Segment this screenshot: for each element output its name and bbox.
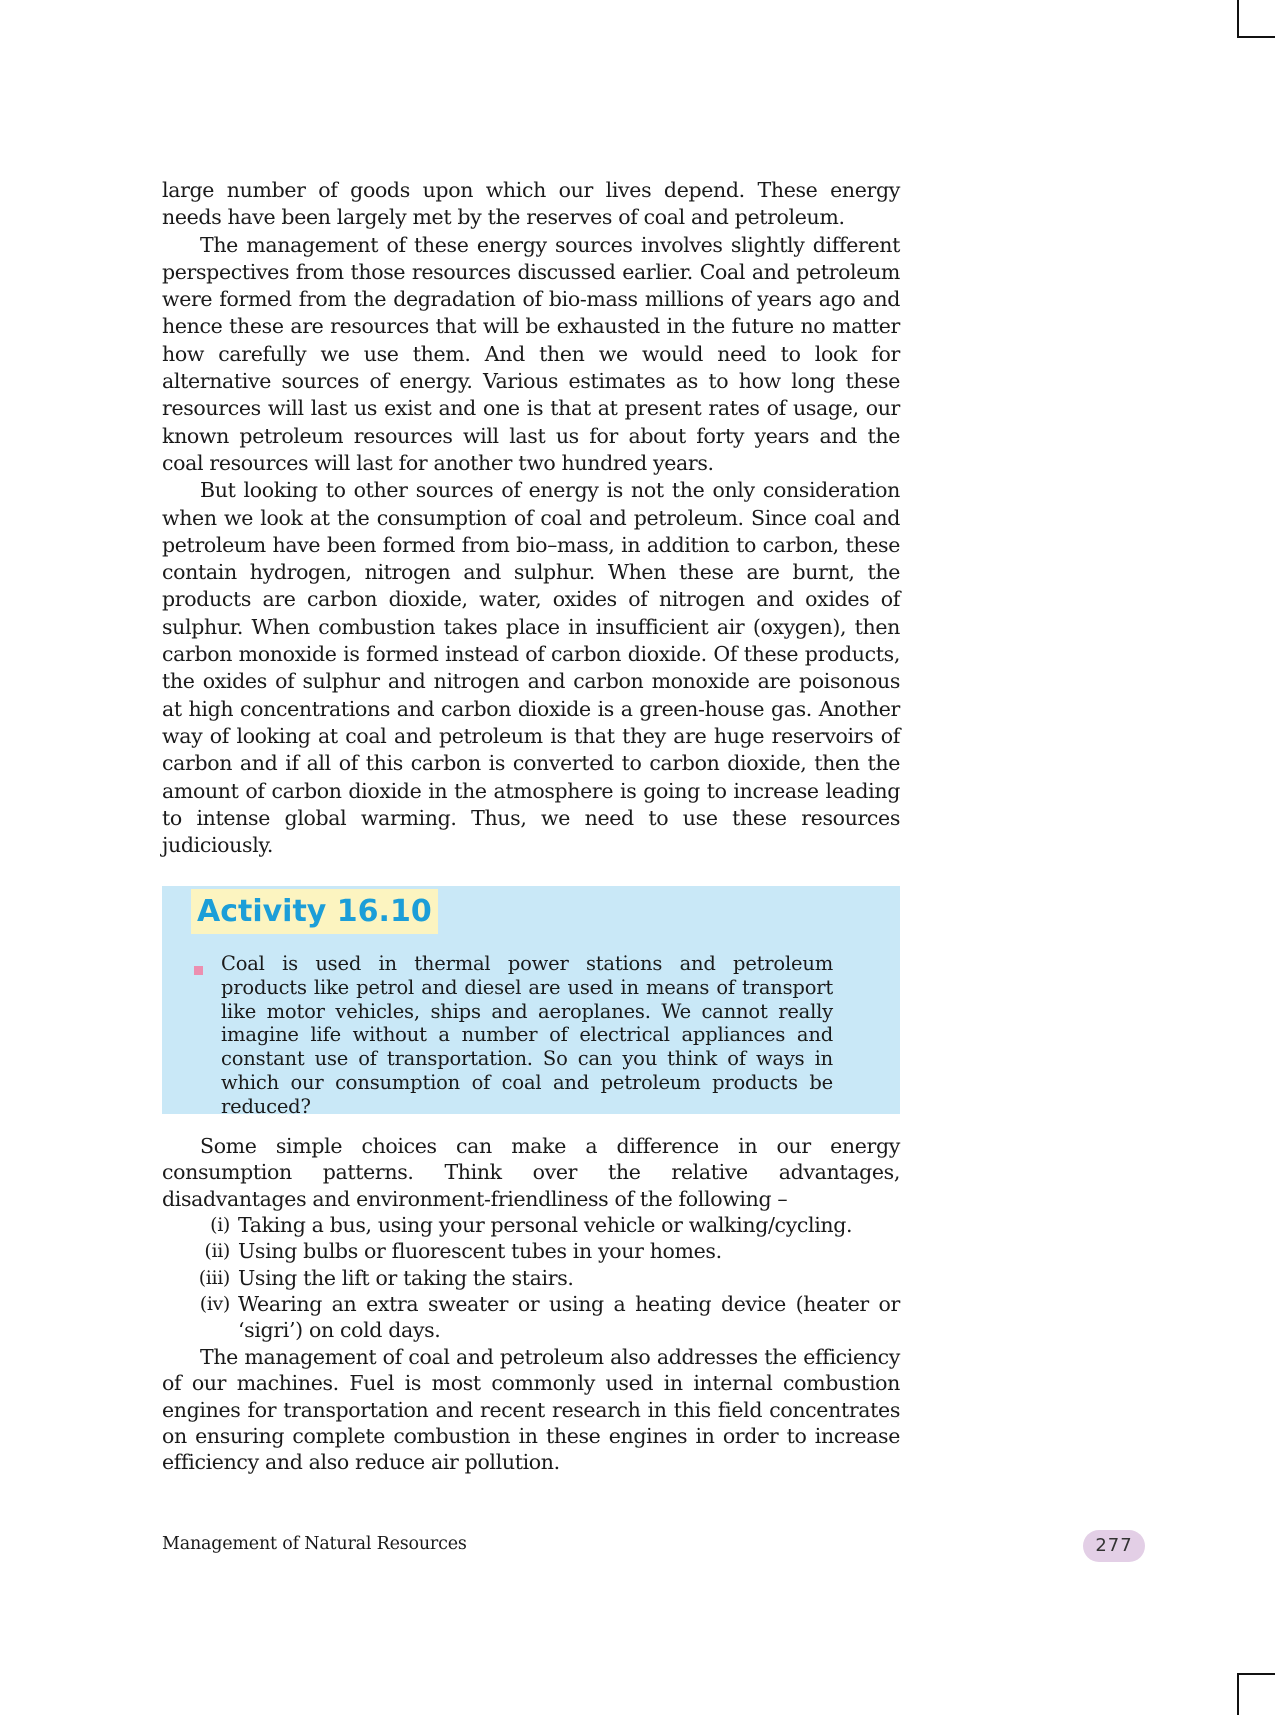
list-item: [190, 1265, 900, 1291]
page-number-badge: 277: [1083, 1530, 1145, 1562]
list-item-number: (i): [210, 1214, 230, 1236]
activity-title: Activity 16.10: [191, 889, 438, 934]
paragraph-energy-needs: large number of goods upon which our lives depend. These energy needs have been largely met by the reserves of coal and petroleum.: [162, 178, 900, 230]
paragraph-energy-management: The management of these energy sources involves slightly different perspectives from those resources discussed earlier. Coal and petroleum were formed from the degradation of bio-mass millions of years ago and hence these are resources that will be exhausted in the future no matter how carefully we use them. And then we would need to look for alternative sources of energy. Various estimates as to how long these resources will last us exist and one is that at present rates of usage, our known petroleum resources will last us for about forty years and the coal resources will last for another two hundred years.: [162, 232, 900, 475]
bullet-square-icon: [194, 966, 203, 975]
main-text-choices: [162, 1133, 900, 1212]
list-item: [190, 1238, 900, 1264]
list-item: [190, 1212, 900, 1238]
list-item-number: (ii): [204, 1240, 230, 1263]
main-text-top: [162, 177, 900, 859]
list-item-text: Taking a bus, using your personal vehicle or walking/cycling.: [238, 1213, 853, 1237]
list-item-text: Using the lift or taking the stairs.: [238, 1265, 574, 1290]
paragraph-combustion-products: But looking to other sources of energy is not the only consideration when we look at the consumption of coal and petroleum. Since coal and petroleum have been formed from bio–mass, in addition to carbon, these contain hydrogen, nitrogen and sulphur. When these are burnt, the products are carbon dioxide, water, oxides of nitrogen and oxides of sulphur. When combustion takes place in insufficient air (oxygen), then carbon monoxide is formed instead of carbon dioxide. Of these products, the oxides of sulphur and nitrogen and carbon monoxide are poisonous at high concentrations and carbon dioxide is a green-house gas. Another way of looking at coal and petroleum is that they are huge reservoirs of carbon and if all of this carbon is converted to carbon dioxide, then the amount of carbon dioxide in the atmosphere is going to increase leading to intense global warming. Thus, we need to use these resources judiciously.: [162, 478, 900, 858]
list-item-number: (iii): [198, 1266, 230, 1289]
paragraph-machine-efficiency: The management of coal and petroleum also addresses the efficiency of our machines. Fuel is most commonly used in internal combustion engines for transportation and recent research in this field concentrates on ensuring complete combustion in these engines in order to increase efficiency and also reduce air pollution.: [162, 1345, 900, 1475]
list-item-text: Using bulbs or fluorescent tubes in your homes.: [238, 1239, 722, 1264]
main-text-bottom: [162, 1344, 900, 1475]
list-item-number: (iv): [199, 1292, 230, 1315]
activity-box: [162, 886, 900, 1118]
choices-list: [190, 1212, 900, 1343]
activity-text: Coal is used in thermal power stations and petroleum products like petrol and diesel are used in means of transport like motor vehicles, ships and aeroplanes. We cannot really imagine life without a number of electrical appliances and constant use of transportation. So can you think of ways in which our consumption of coal and petroleum products be reduced?: [221, 952, 833, 1118]
list-item-text: Wearing an extra sweater or using a heating device (heater or ‘sigri’) on cold days.: [238, 1291, 900, 1343]
paragraph-simple-choices: Some simple choices can make a difference in our energy consumption patterns. Think over the relative advantages, disadvantages and environment-friendliness of the following –: [162, 1134, 900, 1211]
footer-chapter-title: Management of Natural Resources: [162, 1534, 467, 1554]
crop-mark-bottom: [1237, 1673, 1275, 1715]
list-item: [190, 1291, 900, 1344]
crop-mark-top: [1237, 0, 1275, 38]
